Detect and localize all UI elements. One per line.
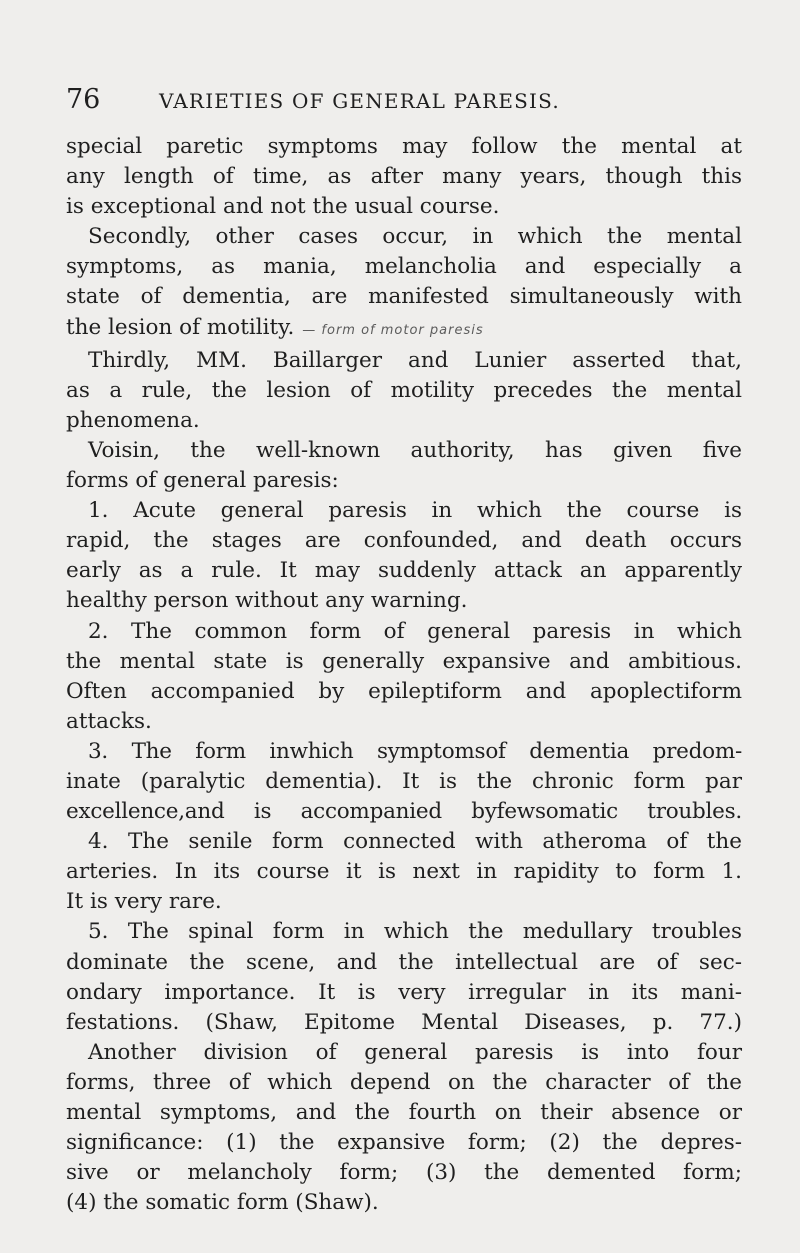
line-text: any length of time, as after many years, though this xyxy=(66,164,742,190)
text-line xyxy=(66,1188,742,1218)
line-text: excellence,and is accompanied byfewsomatic troubles. xyxy=(66,799,742,825)
text-line xyxy=(66,647,742,677)
text-line xyxy=(66,252,742,282)
line-text: Secondly, other cases occur, in which the mental xyxy=(88,224,742,250)
text-line xyxy=(66,192,742,222)
line-text: attacks. xyxy=(66,708,152,734)
line-text: special paretic symptoms may follow the mental at xyxy=(66,134,742,159)
text-line xyxy=(66,1128,742,1158)
text-line xyxy=(66,496,742,526)
line-text: state of dementia, are manifested simultaneously with xyxy=(66,284,742,310)
line-text: ondary importance. It is very irregular in its mani- xyxy=(66,979,742,1005)
line-text: festations. (Shaw, Epitome Mental Diseases, p. 77.) xyxy=(66,1009,742,1035)
page-header xyxy=(66,84,742,132)
text-line xyxy=(66,617,742,647)
text-line xyxy=(66,1038,742,1068)
line-text: healthy person without any warning. xyxy=(66,588,468,614)
text-line xyxy=(66,162,742,192)
text-line xyxy=(66,313,742,346)
running-title: VARIETIES OF GENERAL PARESIS. xyxy=(159,89,560,113)
line-text: forms of general paresis: xyxy=(66,468,339,494)
line-text: Often accompanied by epileptiform and apoplectiform xyxy=(66,678,742,704)
text-line xyxy=(66,346,742,376)
text-line xyxy=(66,1008,742,1038)
line-text: is exceptional and not the usual course. xyxy=(66,194,500,220)
line-text: 5. The spinal form in which the medullary troubles xyxy=(88,919,742,945)
body-text xyxy=(66,132,742,1218)
text-line xyxy=(66,1158,742,1188)
line-text: 2. The common form of general paresis in which xyxy=(88,618,742,644)
line-text: (4) the somatic form (Shaw). xyxy=(66,1190,379,1216)
text-line xyxy=(66,857,742,887)
line-text: significance: (1) the expansive form; (2) the depres- xyxy=(66,1130,742,1156)
handwritten-annotation: — form of motor paresis xyxy=(302,322,484,338)
text-line xyxy=(66,917,742,947)
text-line xyxy=(66,1068,742,1098)
text-line xyxy=(66,436,742,466)
line-text: symptoms, as mania, melancholia and especially a xyxy=(66,254,742,280)
text-line xyxy=(66,978,742,1008)
line-text: Another division of general paresis is into four xyxy=(88,1039,742,1065)
book-page xyxy=(66,84,742,1218)
text-line xyxy=(66,376,742,406)
line-text: rapid, the stages are confounded, and death occurs xyxy=(66,528,742,554)
line-text: 3. The form inwhich symptomsof dementia predom- xyxy=(88,738,742,764)
page-number: 76 xyxy=(66,84,101,115)
text-line xyxy=(66,586,742,616)
text-line xyxy=(66,466,742,496)
text-line xyxy=(66,827,742,857)
line-text: phenomena. xyxy=(66,407,200,433)
line-text: It is very rare. xyxy=(66,889,222,915)
text-line xyxy=(66,797,742,827)
text-line xyxy=(66,767,742,797)
line-text: 1. Acute general paresis in which the course is xyxy=(88,498,742,524)
text-line xyxy=(66,677,742,707)
line-text: arteries. In its course it is next in rapidity to form 1. xyxy=(66,859,742,885)
text-line xyxy=(66,526,742,556)
line-text: 4. The senile form connected with atheroma of the xyxy=(88,829,742,855)
text-line xyxy=(66,282,742,312)
text-line xyxy=(66,132,742,162)
line-text: the mental state is generally expansive and ambitious. xyxy=(66,648,742,674)
text-line xyxy=(66,948,742,978)
text-line xyxy=(66,222,742,252)
line-text: the lesion of motility. xyxy=(66,314,295,340)
text-line xyxy=(66,707,742,737)
text-line xyxy=(66,556,742,586)
line-text: inate (paralytic dementia). It is the chronic form par xyxy=(66,768,742,794)
line-text: dominate the scene, and the intellectual are of sec- xyxy=(66,949,742,975)
line-text: mental symptoms, and the fourth on their absence or xyxy=(66,1100,742,1125)
line-text: early as a rule. It may suddenly attack an apparently xyxy=(66,558,742,584)
line-text: forms, three of which depend on the character of the xyxy=(66,1069,742,1095)
line-text: as a rule, the lesion of motility precedes the mental xyxy=(66,377,742,403)
line-text: Voisin, the well-known authority, has given five xyxy=(88,437,742,463)
line-text: Thirdly, MM. Baillarger and Lunier asserted that, xyxy=(88,347,742,373)
text-line xyxy=(66,887,742,917)
text-line xyxy=(66,737,742,767)
text-line xyxy=(66,406,742,436)
line-text: sive or melancholy form; (3) the demented form; xyxy=(66,1160,742,1186)
text-line xyxy=(66,1098,742,1128)
